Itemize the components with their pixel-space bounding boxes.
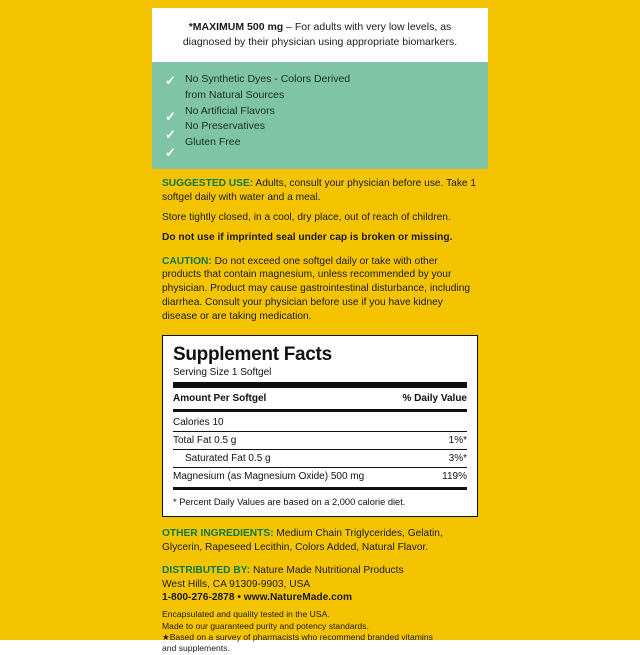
claim-line: No Preservatives [185, 120, 265, 133]
seal-warning: Do not use if imprinted seal under cap is broken or missing. [162, 231, 453, 243]
maximum-dose-note [152, 8, 488, 62]
supplement-facts-column-headers [173, 390, 467, 407]
table-row [173, 468, 467, 485]
check-icon: ✓ [165, 127, 176, 143]
supplement-facts-wrapper [152, 323, 488, 517]
caution-header: CAUTION: [162, 255, 212, 267]
nutrient-name: Magnesium (as Magnesium Oxide) 500 mg [173, 471, 365, 483]
other-ingredients-header: OTHER INGREDIENTS: [162, 528, 274, 540]
claim-line: No Synthetic Dyes - Colors Derived [185, 73, 351, 86]
claim-line: from Natural Sources [185, 89, 285, 102]
suggested-use-header: SUGGESTED USE: [162, 178, 254, 190]
distributor-address: West Hills, CA 91309-9903, USA [162, 578, 311, 590]
nutrient-name: Calories 10 [173, 417, 224, 429]
claim-text-list [185, 72, 350, 159]
check-icon: ✓ [165, 145, 176, 161]
fine-print-line: ★Based on a survey of pharmacists who recommend branded vitamins [162, 631, 433, 642]
claim-line: No Artificial Flavors [185, 104, 275, 117]
amount-per-serving-header: Amount Per Softgel [173, 393, 267, 405]
check-icon: ✓ [165, 73, 176, 89]
suggested-use-block [152, 169, 488, 244]
claim-line: Gluten Free [185, 136, 241, 149]
daily-value-header: % Daily Value [402, 393, 467, 405]
divider-medium [173, 409, 467, 412]
storage-instructions: Store tightly closed, in a cool, dry place, out of reach of children. [162, 211, 451, 223]
serving-size: Serving Size 1 Softgel [173, 367, 272, 379]
fine-print-line: Made to our guaranteed purity and potency standards. [162, 620, 369, 631]
table-row [173, 414, 467, 431]
check-icon: ✓ [165, 109, 176, 125]
maximum-dose-note-bold: *MAXIMUM 500 mg [188, 21, 284, 33]
nutrient-value: 119% [442, 471, 467, 483]
supplement-facts-title: Supplement Facts [173, 344, 332, 366]
fine-print-block [152, 605, 488, 654]
contact-phone-website[interactable]: 1-800-276-2878 • www.NatureMade.com [162, 592, 353, 604]
other-ingredients-block [152, 517, 488, 555]
nutrient-name: Saturated Fat 0.5 g [185, 453, 271, 465]
fine-print-line: and supplements. [162, 643, 230, 654]
maximum-dose-note-text: – For adults with very low levels, as diagnosed by their physician using appropriate biomarkers. [182, 21, 458, 49]
divider-medium [173, 487, 467, 490]
caution-body: Do not exceed one softgel daily or take with other products that contain magnesium, unless recommended by your physician. Product may cause gastrointestinal disturbance, including diarrhea. Consult your physician before use if you have kidney disease or are taking medication. [162, 255, 471, 322]
nutrient-value: 3%* [448, 453, 467, 465]
fine-print-line: Encapsulated and quality tested in the USA. [162, 609, 330, 620]
divider-thick [173, 382, 467, 388]
daily-value-footnote: * Percent Daily Values are based on a 2,000 calorie diet. [173, 497, 406, 508]
caution-block [152, 245, 488, 324]
other-ingredients-body: Medium Chain Triglycerides, Gelatin, Glycerin, Rapeseed Lecithin, Colors Added, Natural Flavor. [162, 528, 443, 554]
table-row [173, 432, 467, 449]
distributed-by-header: DISTRIBUTED BY: [162, 564, 251, 576]
supplement-facts-panel [162, 335, 478, 517]
nutrient-name: Total Fat 0.5 g [173, 435, 237, 447]
product-claims-box [152, 62, 488, 169]
table-row [173, 450, 467, 467]
distributed-by-block [152, 555, 488, 605]
distributor-company: Nature Made Nutritional Products [250, 564, 404, 576]
nutrient-value: 1%* [448, 435, 467, 447]
suggested-use-body: Adults, consult your physician before use. Take 1 softgel daily with water and a meal. [162, 178, 477, 204]
label-content-column [152, 0, 488, 654]
claim-check-list [164, 72, 177, 159]
